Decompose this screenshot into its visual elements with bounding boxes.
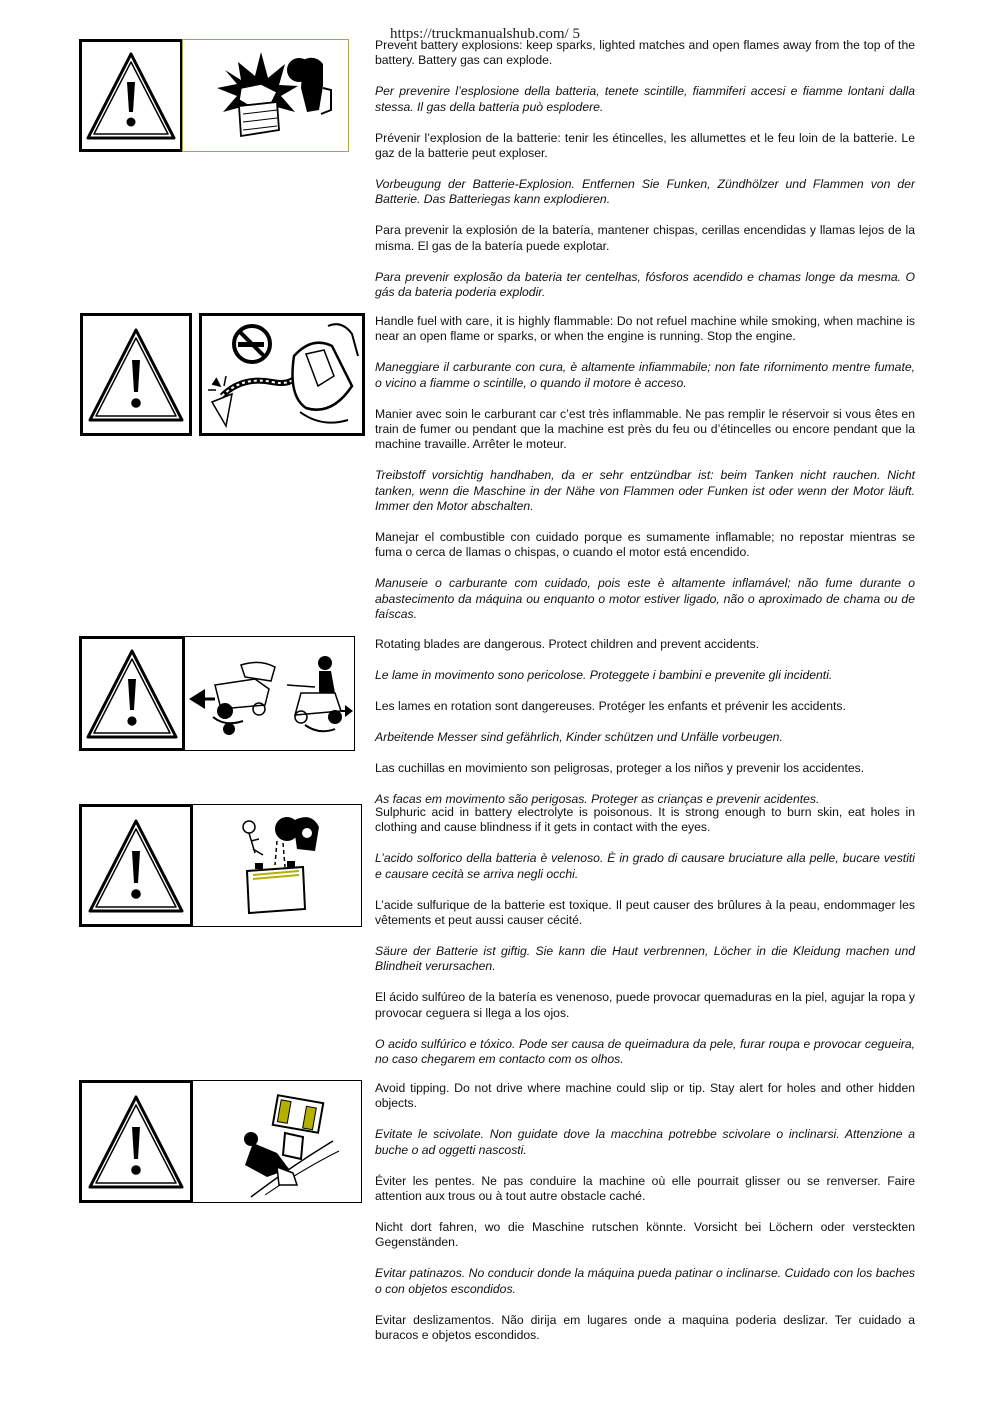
no-smoking-refuel-icon bbox=[202, 316, 362, 433]
section-tipping-text bbox=[375, 1081, 915, 1359]
section-fuel-text bbox=[375, 314, 915, 638]
paragraph-de: Treibstoff vorsichtig handhaben, da er sehr entzündbar ist: beim Tanken nicht rauchen. Nicht tanken, wenn die Maschine in der Nähe von Flammen oder Funken ist oder wenn der Motor läuft. Immer den Motor abschalten. bbox=[375, 468, 915, 514]
paragraph-de: Arbeitende Messer sind gefährlich, Kinder schützen und Unfälle vorbeugen. bbox=[375, 729, 783, 744]
paragraph-it: L’acido solforico della batteria è velenoso. È in grado di causare bruciature alla pelle, bucare vestiti e causare cecità se arriva negli occhi. bbox=[375, 851, 915, 881]
paragraph-pt: O acido sulfúrico e tóxico. Pode ser causa de queimadura da pele, furar roupa e provocar cegueira, no caso chegarem em contacto com os olhos. bbox=[375, 1036, 915, 1066]
tipping-picture bbox=[192, 1080, 362, 1203]
battery-explosion-icon bbox=[183, 40, 347, 150]
page-header-url: https://truckmanualshub.com/ 5 bbox=[390, 26, 580, 42]
paragraph-de: Nicht dort fahren, wo die Maschine rutschen könnte. Vorsicht bei Löchern oder versteckten Gegenständen. bbox=[375, 1219, 915, 1250]
rotating-blades-icon bbox=[185, 637, 353, 749]
paragraph-pt: As facas em movimento são perigosas. Proteger as crianças e prevenir acidentes. bbox=[375, 791, 820, 806]
battery-acid-icon bbox=[193, 805, 360, 925]
paragraph-de: Säure der Batterie ist giftig. Sie kann die Haut verbrennen, Löcher in die Kleidung machen und Blindheit verursachen. bbox=[375, 943, 915, 974]
paragraph-it: Le lame in movimento sono pericolose. Proteggete i bambini e prevenite gli incidenti. bbox=[375, 667, 833, 682]
paragraph-es: El ácido sulfúreo de la batería es venenoso, puede provocar quemaduras en la piel, agujar la ropa y provocar ceguera si llega a los ojos. bbox=[375, 990, 915, 1020]
paragraph-es: Evitar patinazos. No conducir donde la máquina pueda patinar o inclinarse. Cuidado con los baches o con objetos escondidos. bbox=[375, 1266, 915, 1296]
paragraph-pt: Para prevenir explosão da bateria ter centelhas, fósforos acendido e chamas longe da mesma. O gás da bateria poderia explodir. bbox=[375, 269, 915, 299]
paragraph-en: Prevent battery explosions: keep sparks, lighted matches and open flames away from the top of the battery. Battery gas can explode. bbox=[375, 38, 915, 68]
battery-explosion-picture bbox=[182, 39, 349, 152]
paragraph-es: Manejar el combustible con cuidado porque es sumamente inflamable; no repostar mientras se fuma o cerca de llamas o chispas, o cuando el motor está encendido. bbox=[375, 530, 915, 560]
paragraph-pt: Evitar deslizamentos. Não dirija em lugares onde a maquina poderia deslizar. Ter cuidado a buracos e objetos escondidos. bbox=[375, 1312, 915, 1342]
paragraph-pt: Manuseie o carburante com cuidado, pois este è altamente inflamável; não fume durante o abastecimento da máquina ou enquanto o motor estiver ligado, não o aproximado de chama ou de faíscas. bbox=[375, 576, 915, 622]
section-blades-text bbox=[375, 637, 915, 807]
warning-box-5 bbox=[79, 1080, 193, 1203]
tipping-slope-icon bbox=[193, 1081, 360, 1201]
paragraph-en: Handle fuel with care, it is highly flammable: Do not refuel machine while smoking, when machine is near an open flame or sparks, or when the engine is running. Stop the engine. bbox=[375, 314, 915, 344]
battery-acid-picture bbox=[192, 804, 362, 927]
warning-triangle-icon bbox=[82, 807, 190, 924]
paragraph-it: Evitate le scivolate. Non guidate dove la macchina potrebbe scivolare o inclinarsi. Attenzione a buche o ad oggetti nascosti. bbox=[375, 1127, 915, 1157]
paragraph-fr: Manier avec soin le carburant car c’est très inflammable. Ne pas remplir le réservoir si vous êtes en train de fumer ou pendant que la machine est près du feu ou d’étincelles ou encore pendant que la machine travaille. Arrêter le moteur. bbox=[375, 406, 915, 452]
fuel-picture bbox=[199, 313, 365, 436]
paragraph-fr: L’acide sulfurique de la batterie est toxique. Il peut causer des brûlures à la peau, endommager les vêtements et peut aussi causer cécité. bbox=[375, 897, 915, 928]
paragraph-it: Maneggiare il carburante con cura, è altamente infiammabile; non fate rifornimento mentre fumate, o vicino a fiamme o scintille, o quando il motore è acceso. bbox=[375, 360, 915, 390]
warning-box-3 bbox=[79, 636, 185, 751]
paragraph-es: Para prevenir la explosión de la batería, mantener chispas, cerillas encendidas y llamas lejos de la misma. El gas de la batería puede explotar. bbox=[375, 223, 915, 253]
paragraph-fr: Les lames en rotation sont dangereuses. Protéger les enfants et prévenir les accidents. bbox=[375, 698, 846, 713]
paragraph-fr: Prévenir l’explosion de la batterie: tenir les étincelles, les allumettes et le feu loin de la batterie. Le gaz de la batterie peut exploser. bbox=[375, 130, 915, 161]
section-acid-text bbox=[375, 805, 915, 1083]
warning-triangle-icon bbox=[82, 639, 182, 748]
paragraph-it: Per prevenire l’esplosione della batteria, tenete scintille, fiammiferi accesi e fiamme lontani dalla stessa. Il gas della batteria può esplodere. bbox=[375, 84, 915, 114]
paragraph-en: Avoid tipping. Do not drive where machine could slip or tip. Stay alert for holes and other hidden objects. bbox=[375, 1081, 915, 1111]
paragraph-en: Rotating blades are dangerous. Protect children and prevent accidents. bbox=[375, 637, 760, 651]
warning-box-4 bbox=[79, 804, 193, 927]
warning-triangle-icon bbox=[82, 1083, 190, 1200]
paragraph-de: Vorbeugung der Batterie-Explosion. Entfernen Sie Funken, Zündhölzer und Flammen von der Batterie. Das Batteriegas kann explodieren. bbox=[375, 176, 915, 207]
paragraph-es: Las cuchillas en movimiento son peligrosas, proteger a los niños y prevenir los accidentes. bbox=[375, 760, 865, 775]
warning-triangle-icon bbox=[83, 316, 189, 433]
warning-box-2 bbox=[80, 313, 192, 436]
section-battery-explosion-text bbox=[375, 38, 915, 316]
paragraph-fr: Éviter les pentes. Ne pas conduire la machine où elle pourrait glisser ou se renverser. Faire attention aux trous ou à tout autre obstacle caché. bbox=[375, 1173, 915, 1204]
warning-triangle-icon bbox=[82, 42, 180, 149]
rotating-blades-picture bbox=[184, 636, 355, 751]
warning-box-1 bbox=[79, 39, 183, 152]
paragraph-en: Sulphuric acid in battery electrolyte is poisonous. It is strong enough to burn skin, eat holes in clothing and cause blindness if it gets in contact with the eyes. bbox=[375, 805, 915, 835]
